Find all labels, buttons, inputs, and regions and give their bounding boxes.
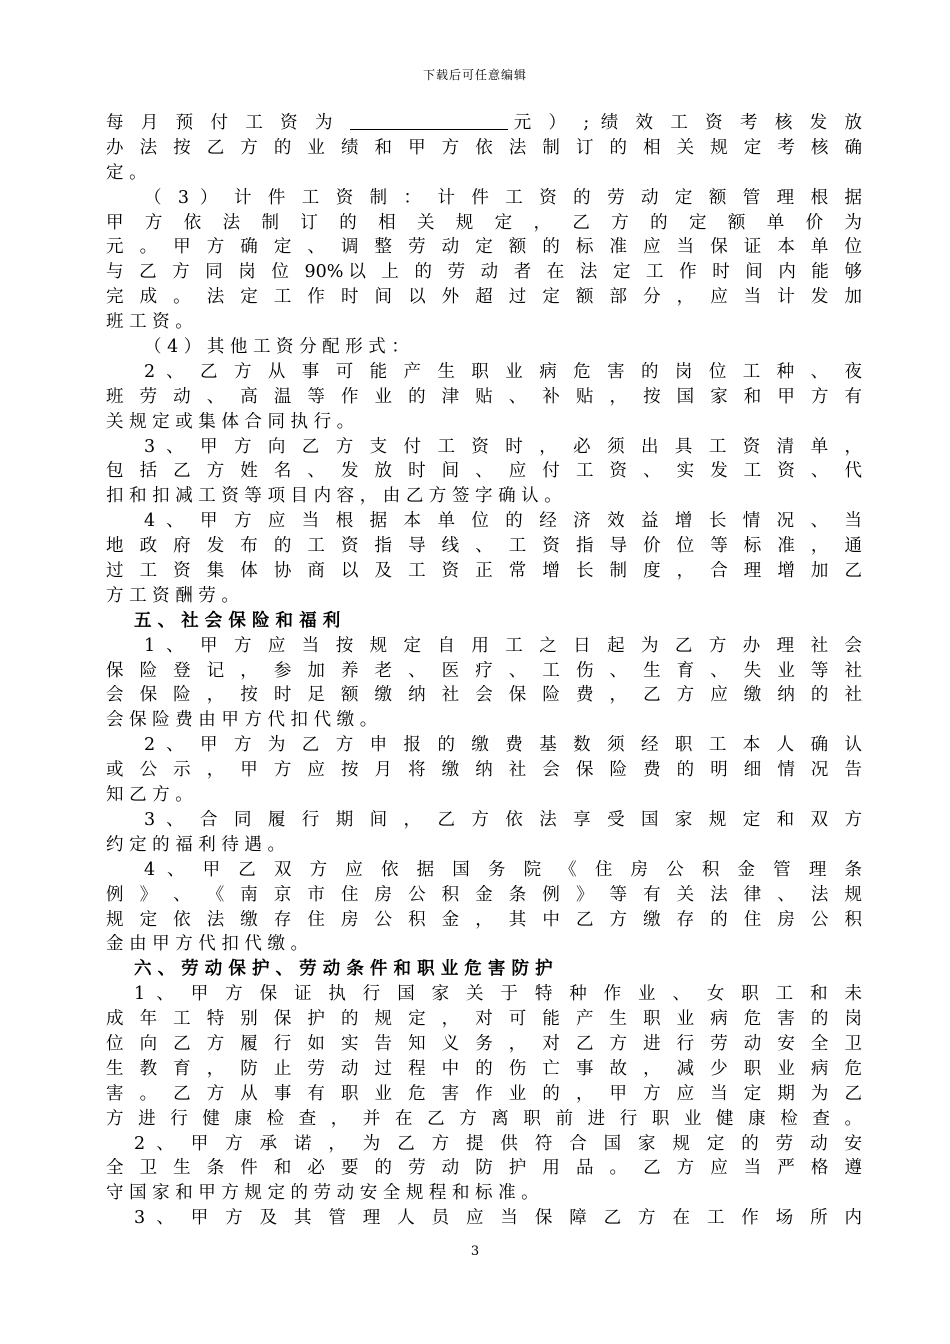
page-number: 3: [470, 1244, 480, 1259]
text-line: （ 3 ） 计 件 工 资 制 ： 计 件 工 资 的 劳 动 定 额 管 理 根 据: [144, 187, 862, 208]
text-line: 生 教 育 ， 防 止 劳 动 过 程 中 的 伤 亡 事 故 ， 减 少 职 业 病 危: [106, 1058, 862, 1079]
text-line: 定 。: [106, 162, 147, 183]
text-line: 会 保 险 ， 按 时 足 额 缴 纳 社 会 保 险 费 ， 乙 方 应 缴 纳 的 社: [106, 685, 862, 706]
text-line: 扣 和 扣 减 工 资 等 项 目 内 容 ， 由 乙 方 签 字 确 认 。: [106, 486, 562, 507]
text-line: 守 国 家 和 甲 方 规 定 的 劳 动 安 全 规 程 和 标 准 。: [106, 1183, 539, 1204]
text-line: 3 、 甲 方 及 其 管 理 人 员 应 当 保 障 乙 方 在 工 作 场 所 内: [134, 1208, 862, 1229]
text-line: 2 、 乙 方 从 事 可 能 产 生 职 业 病 危 害 的 岗 位 工 种 、 夜: [144, 361, 862, 382]
text-line: 关 规 定 或 集 体 合 同 执 行 。: [106, 411, 355, 432]
text-line: 4 、 甲 方 应 当 根 据 本 单 位 的 经 济 效 益 增 长 情 况 、 当: [144, 511, 862, 532]
text-line: 五 、 社 会 保 险 和 福 利: [134, 610, 341, 631]
text-line: 六 、 劳 动 保 护 、 劳 动 条 件 和 职 业 危 害 防 护: [134, 959, 553, 980]
text-line: 保 险 登 记 ， 参 加 养 老 、 医 疗 、 工 伤 、 生 育 、 失 业 等 社: [106, 660, 862, 681]
text-line: 约 定 的 福 利 待 遇 。: [106, 834, 285, 855]
text-line: [106, 111, 862, 136]
text-line: 2 、 甲 方 为 乙 方 申 报 的 缴 费 基 数 须 经 职 工 本 人 确 认: [144, 735, 862, 756]
text-line: 3 、 合 同 履 行 期 间 ， 乙 方 依 法 享 受 国 家 规 定 和 双 方: [144, 809, 862, 830]
text-line: 方 工 资 酬 劳 。: [106, 585, 239, 606]
page-header: 下载后可任意编辑: [422, 68, 527, 82]
text-line: 1 、 甲 方 保 证 执 行 国 家 关 于 特 种 作 业 、 女 职 工 和 未: [134, 984, 862, 1005]
line-text: 每 月 预 付 工 资 为: [106, 113, 350, 133]
fill-in-blank: [350, 111, 508, 130]
text-line: 例 》 、 《 南 京 市 住 房 公 积 金 条 例 》 等 有 关 法 律 、 法 规: [106, 884, 862, 905]
text-line: 3 、 甲 方 向 乙 方 支 付 工 资 时 ， 必 须 出 具 工 资 清 单 ，: [144, 436, 862, 457]
text-line: 4 、 甲 乙 双 方 应 依 据 国 务 院 《 住 房 公 积 金 管 理 条: [144, 859, 862, 880]
text-line: 完 成 。 法 定 工 作 时 间 以 外 超 过 定 额 部 分 ， 应 当 计 发 加: [106, 287, 862, 308]
text-line: 或 公 示 ， 甲 方 应 按 月 将 缴 纳 社 会 保 险 费 的 明 细 情 况 告: [106, 760, 862, 781]
text-line: 知 乙 方 。: [106, 785, 193, 806]
text-line: 害 。 乙 方 从 事 有 职 业 危 害 作 业 的 ， 甲 方 应 当 定 期 为 乙: [106, 1083, 862, 1104]
text-line: 全 卫 生 条 件 和 必 要 的 劳 动 防 护 用 品 。 乙 方 应 当 严 格 遵: [106, 1158, 862, 1179]
text-line: 包 括 乙 方 姓 名 、 发 放 时 间 、 应 付 工 资 、 实 发 工 资 、 代: [106, 461, 862, 482]
text-line: 会 保 险 费 由 甲 方 代 扣 代 缴 。: [106, 710, 378, 731]
text-line: 1 、 甲 方 应 当 按 规 定 自 用 工 之 日 起 为 乙 方 办 理 社 会: [144, 635, 862, 656]
text-line: 与 乙 方 同 岗 位 90%以 上 的 劳 动 者 在 法 定 工 作 时 间 内 能 够: [106, 262, 862, 283]
document-body: [106, 111, 862, 1231]
text-line: 地 政 府 发 布 的 工 资 指 导 线 、 工 资 指 导 价 位 等 标 准 ， 通: [106, 536, 862, 557]
line-text: 元 ） ; 绩 效 工 资 考 核 发 放: [507, 113, 862, 133]
text-line: 过 工 资 集 体 协 商 以 及 工 资 正 常 增 长 制 度 ， 合 理 增 加 乙: [106, 561, 862, 582]
text-line: 金 由 甲 方 代 扣 代 缴 。: [106, 934, 309, 955]
text-line: 成 年 工 特 别 保 护 的 规 定 ， 对 可 能 产 生 职 业 病 危 害 的 岗: [106, 1009, 862, 1030]
text-line: 班 工 资 。: [106, 312, 193, 333]
text-line: 规 定 依 法 缴 存 住 房 公 积 金 ， 其 中 乙 方 缴 存 的 住 房 公 积: [106, 909, 862, 930]
text-line: 班 劳 动 、 高 温 等 作 业 的 津 贴 、 补 贴 ， 按 国 家 和 甲 方 有: [106, 386, 862, 407]
text-line: 元 。 甲 方 确 定 、 调 整 劳 动 定 额 的 标 准 应 当 保 证 本 单 位: [106, 237, 862, 258]
text-line: （ 4 ） 其 他 工 资 分 配 形 式 ：: [144, 337, 409, 358]
text-line: 办 法 按 乙 方 的 业 绩 和 甲 方 依 法 制 订 的 相 关 规 定 考 核 确: [106, 137, 862, 158]
text-line: 位 向 乙 方 履 行 如 实 告 知 义 务 ， 对 乙 方 进 行 劳 动 安 全 卫: [106, 1033, 862, 1054]
text-line: 2 、 甲 方 承 诺 ， 为 乙 方 提 供 符 合 国 家 规 定 的 劳 动 安: [134, 1133, 862, 1154]
text-line: 方 进 行 健 康 检 查 ， 并 在 乙 方 离 职 前 进 行 职 业 健 康 检 查 。: [106, 1108, 862, 1129]
text-line: 甲 方 依 法 制 订 的 相 关 规 定 ， 乙 方 的 定 额 单 价 为: [106, 212, 862, 233]
